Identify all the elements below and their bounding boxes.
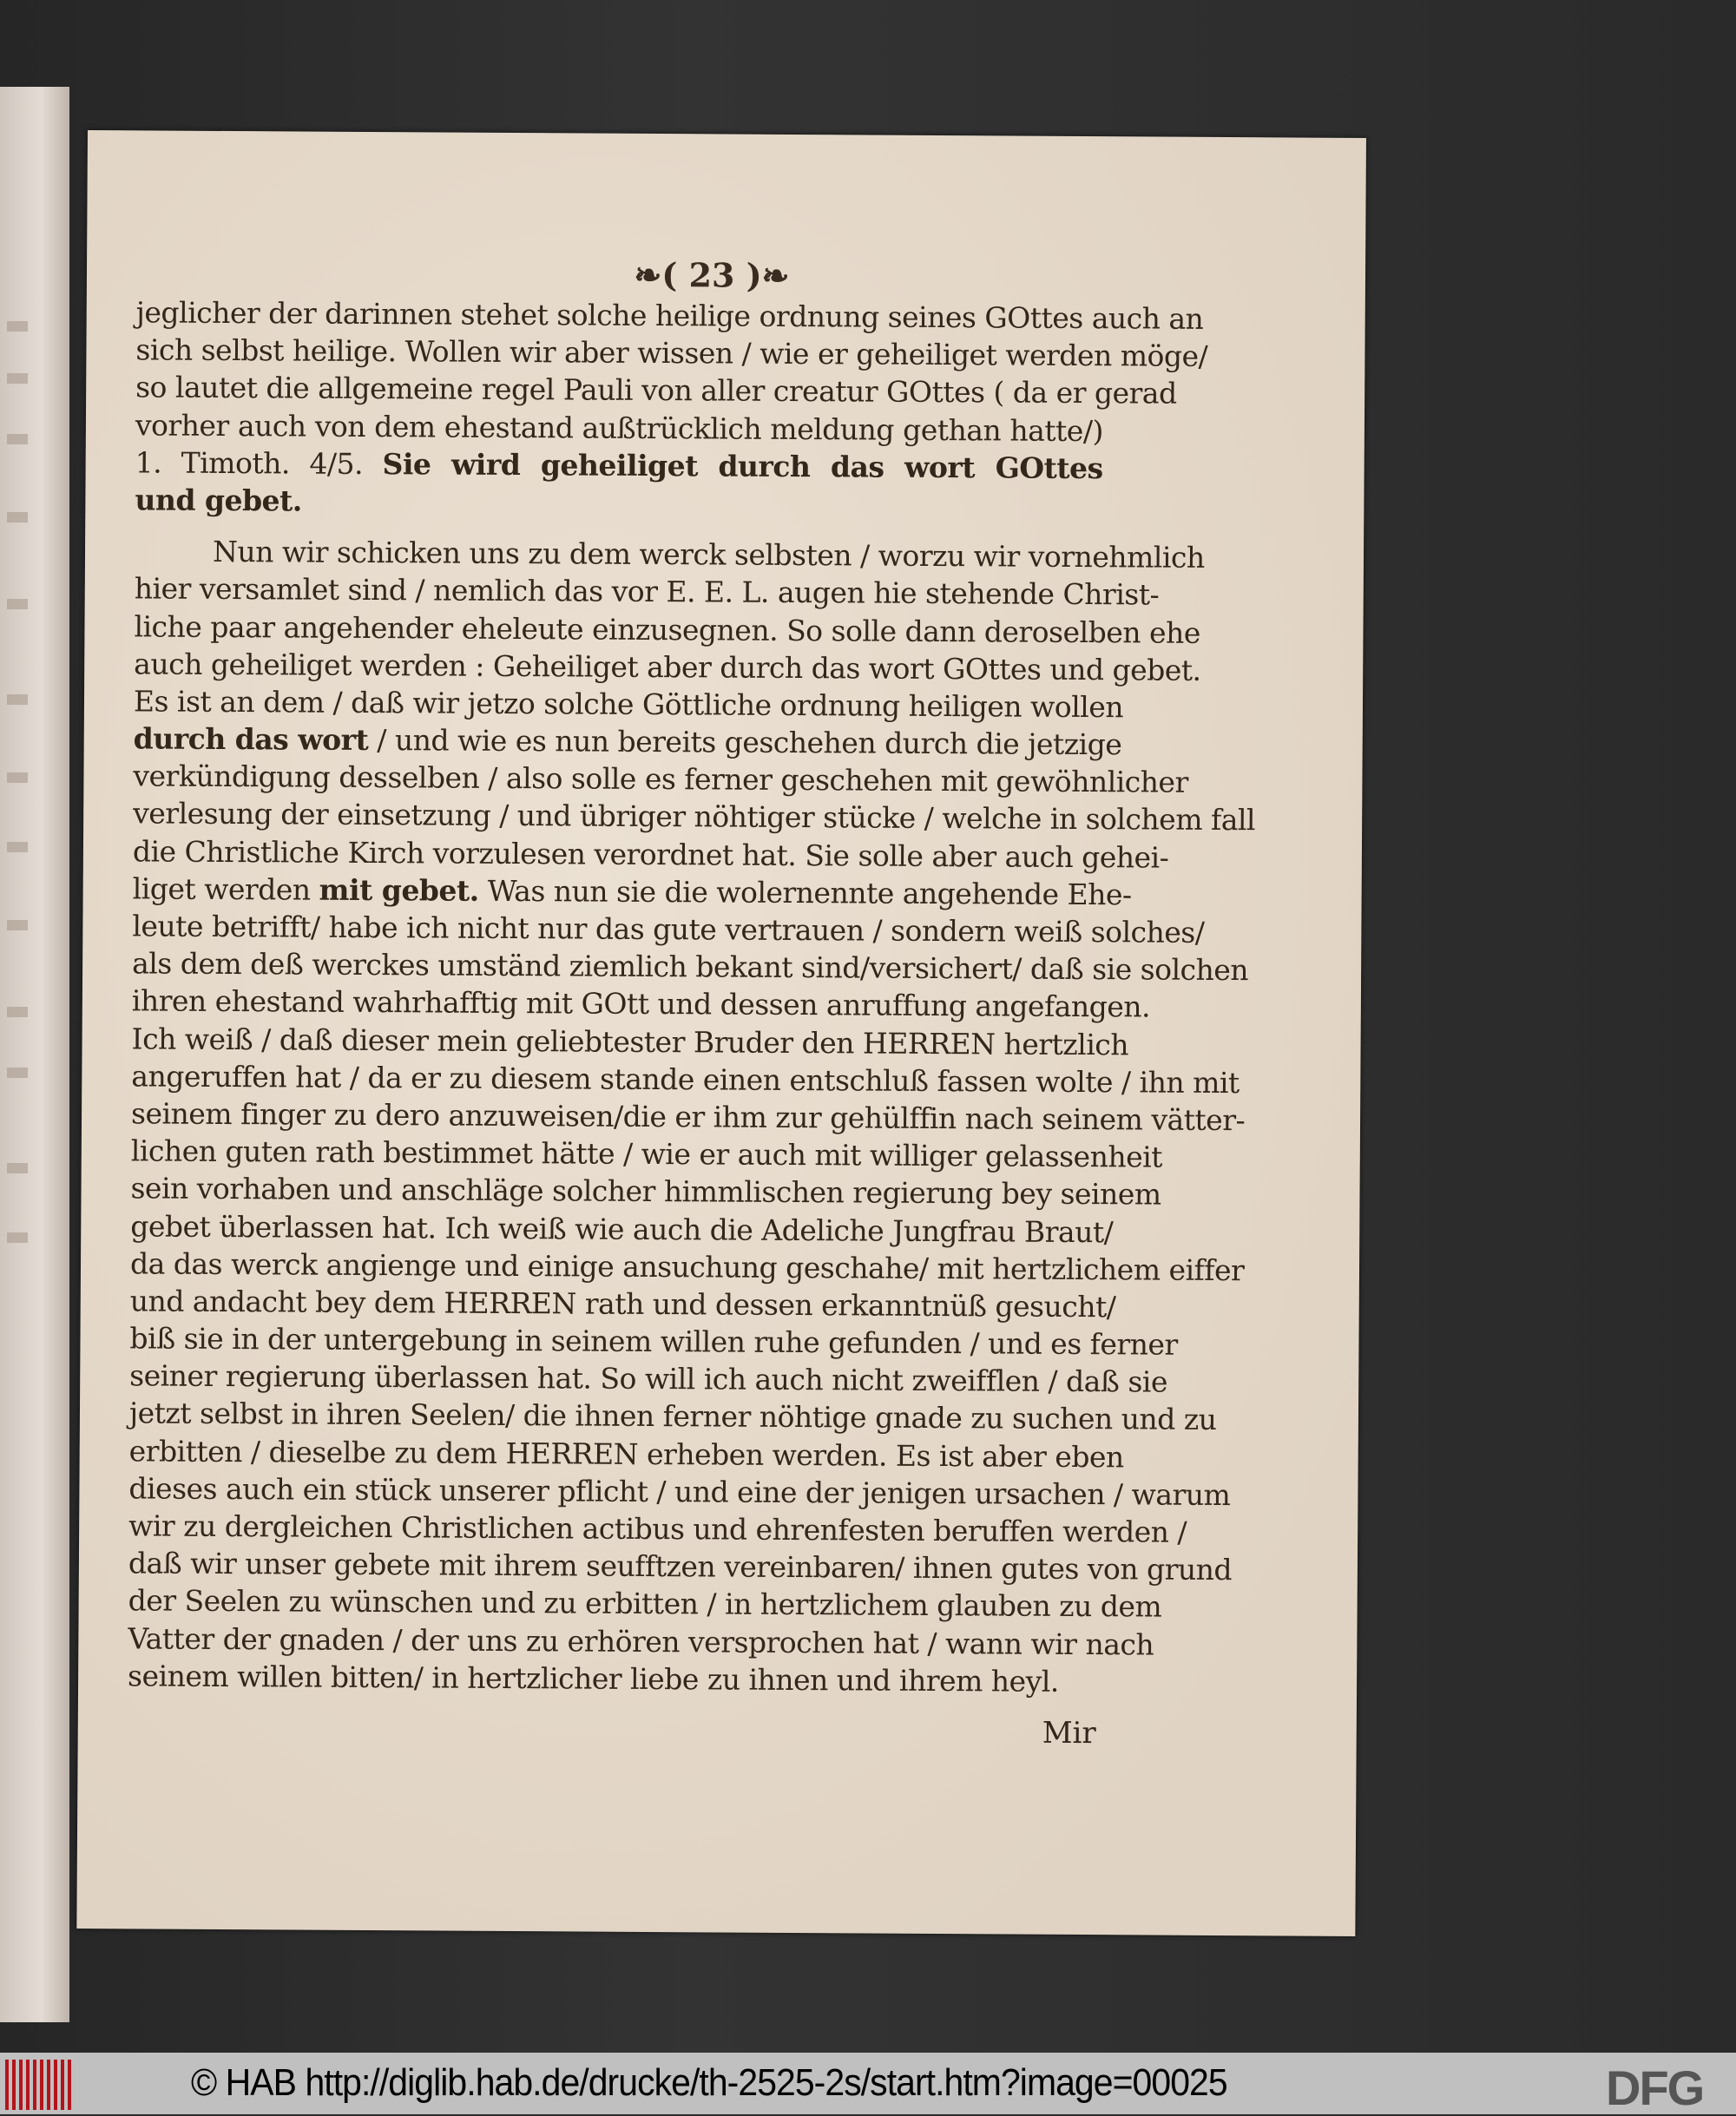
text-segment: Vatter der gnaden / der uns zu erhören versprochen hat / wann wir nach — [128, 1620, 1154, 1662]
text-segment: daß wir unser gebete mit ihrem seufftzen vereinbaren/ ihnen gutes von grund — [128, 1546, 1233, 1587]
text-line — [132, 945, 1249, 989]
text-segment: Ich weiß / daß dieser mein geliebtester Bruder den HERREN hertzlich — [131, 1021, 1129, 1061]
text-segment: jetzt selbst in ihren Seelen/ die ihnen ferner nöhtige gnade zu suchen und zu — [128, 1396, 1217, 1437]
text-line — [129, 1245, 1245, 1288]
text-segment: 1. Timoth. 4/5. — [135, 445, 383, 481]
text-segment: wir zu dergleichen Christlichen actibus und ehrenfesten beruffen werden / — [128, 1508, 1187, 1549]
text-segment: seinem willen bitten/ in hertzlicher liebe zu ihnen und ihrem heyl. — [128, 1659, 1059, 1699]
bold-text: und gebet. — [135, 483, 302, 518]
text-line — [135, 532, 1205, 575]
text-segment: biß sie in der untergebung in seinem willen ruhe gefunden / und es ferner — [129, 1321, 1178, 1362]
copyright-link[interactable]: © HAB http://diglib.hab.de/drucke/th-2525-2s/start.htm?image=00025 — [191, 2061, 1227, 2104]
text-line — [135, 406, 1103, 450]
text-line — [129, 1319, 1178, 1363]
text-line — [128, 1620, 1154, 1663]
text-line — [128, 1507, 1187, 1550]
text-line — [128, 1657, 1095, 1700]
text-line — [128, 1432, 1124, 1475]
text-segment: die Christliche Kirch vorzulesen verordnet hat. Sie solle aber auch gehei- — [132, 833, 1169, 875]
text-segment: Was nun sie die wolernennte angehende Ehe- — [478, 873, 1132, 912]
text-segment: dieses auch ein stück unserer pflicht / und eine der jenigen ursachen / warum — [128, 1471, 1231, 1512]
text-segment: leute betrifft/ habe ich nicht nur das gute vertrauen / sondern weiß solches/ — [132, 909, 1205, 950]
text-line — [130, 1132, 1163, 1175]
text-line — [135, 444, 1103, 487]
text-line — [129, 1357, 1168, 1401]
text-segment: Es ist an dem / daß wir jetzo solche Göttliche ordnung heiligen wollen — [133, 684, 1124, 725]
footer-bar — [0, 2053, 1736, 2114]
bold-text: durch das wort — [133, 721, 369, 758]
text-segment: auch geheiliget werden : Geheiliget aber durch das wort GOttes und gebet. — [134, 647, 1201, 687]
text-segment: der Seelen zu wünschen und zu erbitten / in hertzlichem glauben zu dem — [128, 1583, 1162, 1624]
text-line — [131, 1020, 1129, 1063]
text-line — [135, 332, 1208, 375]
text-segment: da das werck angienge und einige ansuchung geschahe/ mit hertzlichem eiffer — [129, 1246, 1245, 1287]
text-segment: verkündigung desselben / also solle es ferner geschehen mit gewöhnlicher — [133, 759, 1188, 800]
text-line — [135, 369, 1177, 412]
text-line — [132, 870, 1132, 913]
catchword: Mir — [1042, 1715, 1096, 1751]
text-segment: angeruffen hat / da er zu diesem stande einen entschluß fassen wolte / ihn mit — [131, 1059, 1240, 1100]
text-segment: seiner regierung überlassen hat. So will ich auch nicht zweifflen / daß sie — [129, 1358, 1168, 1399]
text-segment: hier versamlet sind / nemlich das vor E. E. L. augen hie stehende Christ- — [134, 571, 1160, 612]
text-line — [131, 982, 1151, 1026]
text-segment: Nun wir schicken uns zu dem werck selbsten / worzu wir vornehmlich — [212, 535, 1205, 575]
text-segment: und andacht bey dem HERREN rath und dessen erkanntnüß gesucht/ — [129, 1284, 1116, 1324]
text-line — [129, 1282, 1116, 1325]
text-segment: erbitten / dieselbe zu dem HERREN erheben werden. Es ist aber eben — [128, 1433, 1124, 1474]
text-segment: / und wie es nun bereits geschehen durch die jetzige — [368, 723, 1122, 762]
dfg-logo: DFG — [1606, 2060, 1704, 2115]
text-line — [128, 1545, 1233, 1588]
text-line — [135, 293, 1204, 337]
page-number-header: ❧( 23 )❧ — [634, 254, 790, 295]
text-line — [133, 758, 1188, 801]
text-line — [134, 645, 1201, 688]
text-segment: ihren ehestand wahrhafftig mit GOtt und dessen anruffung angefangen. — [131, 983, 1151, 1024]
text-segment: seinem finger zu dero anzuweisen/die er ihm zur gehülffin nach seinem vätter- — [130, 1096, 1246, 1138]
text-line — [130, 1207, 1114, 1251]
text-line — [132, 907, 1205, 950]
text-line — [133, 795, 1256, 838]
hab-logo-icon — [5, 2060, 71, 2110]
text-segment: verlesung der einsetzung / und übriger nöhtiger stücke / welche in solchem fall — [133, 796, 1256, 838]
text-segment: vorher auch von dem ehestand außtrücklich meldung gethan hatte/) — [135, 407, 1104, 448]
text-line — [134, 570, 1160, 614]
previous-page-edge — [0, 87, 69, 2022]
text-line — [133, 720, 1122, 763]
text-line — [128, 1395, 1217, 1438]
text-line — [131, 1057, 1240, 1101]
bold-text: mit gebet. — [319, 872, 479, 908]
text-segment: sich selbst heilige. Wollen wir aber wissen / wie er geheiliget werden möge/ — [135, 332, 1208, 374]
text-segment: sein vorhaben und anschläge solcher himmlischen regierung bey seinem — [130, 1171, 1161, 1212]
text-line — [135, 481, 1102, 524]
text-segment: als dem deß werckes umständ ziemlich bekant sind/versichert/ daß sie solchen — [132, 946, 1249, 988]
text-line — [128, 1582, 1162, 1626]
text-segment: gebet überlassen hat. Ich weiß wie auch die Adeliche Jungfrau Braut/ — [130, 1208, 1114, 1249]
text-line — [130, 1094, 1246, 1138]
text-segment: lichen guten rath bestimmet hätte / wie er auch mit williger gelassenheit — [130, 1134, 1163, 1174]
bold-text: Sie wird geheiliget durch das wort GOttes — [382, 446, 1103, 485]
text-segment: jeglicher der darinnen stehet solche heilige ordnung seines GOttes auch an — [135, 295, 1204, 336]
text-line — [134, 608, 1200, 651]
text-line — [132, 832, 1169, 876]
text-line — [133, 682, 1124, 726]
text-line — [128, 1469, 1231, 1513]
text-segment: liget werden — [132, 871, 319, 907]
text-segment: liche paar angehender eheleute einzusegnen. So solle dann deroselben ehe — [134, 608, 1200, 650]
book-page — [76, 130, 1366, 1936]
text-line — [130, 1170, 1161, 1213]
page-text — [128, 293, 1256, 1700]
text-segment: so lautet die allgemeine regel Pauli von aller creatur GOttes ( da er gerad — [135, 370, 1177, 411]
